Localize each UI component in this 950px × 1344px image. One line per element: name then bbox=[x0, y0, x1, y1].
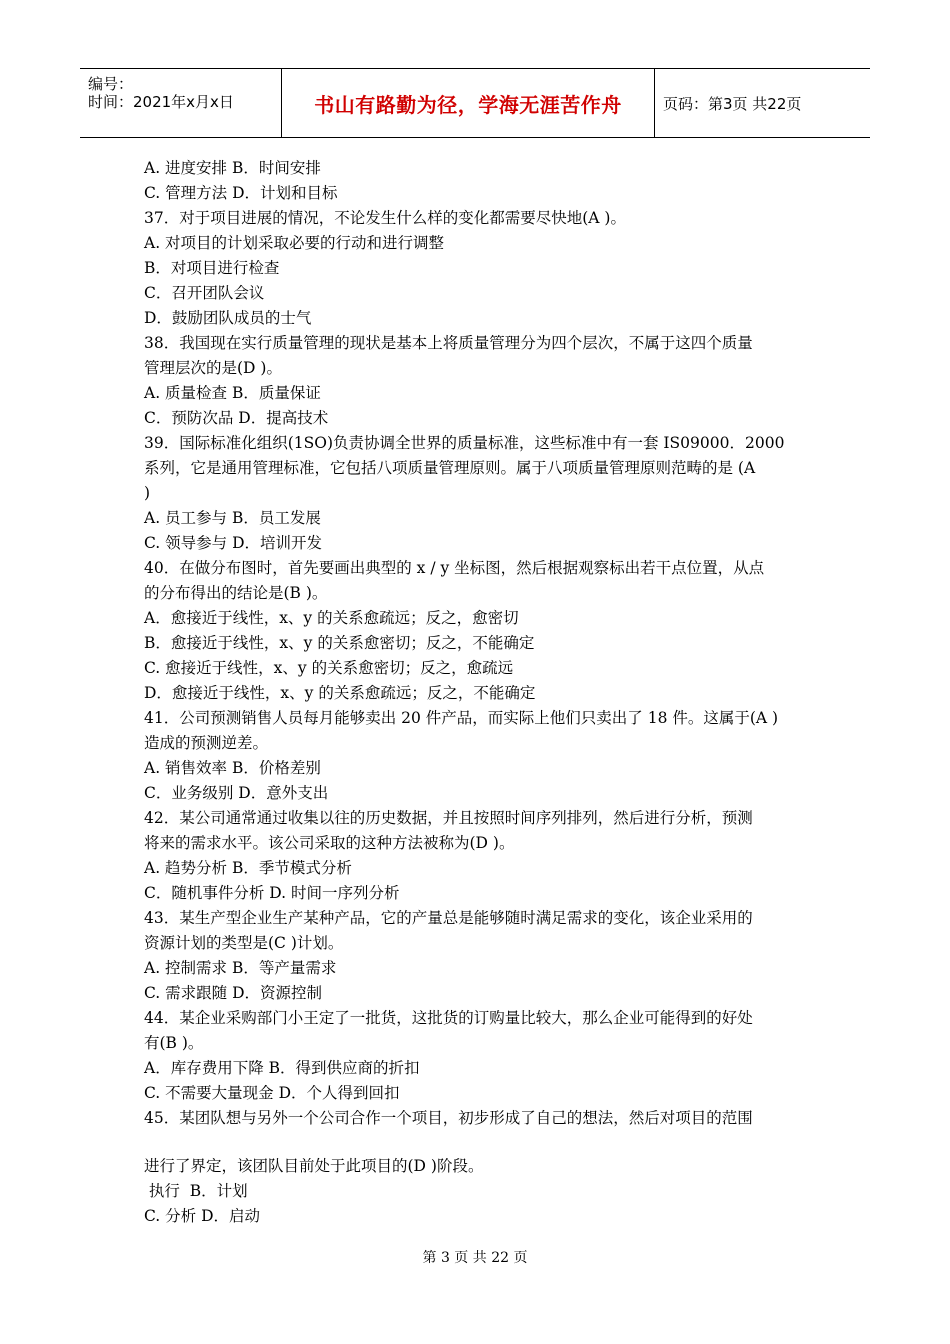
text-line: 进行了界定，该团队目前处于此项目的(D )阶段。 bbox=[144, 1157, 484, 1175]
text-line: 有(B )。 bbox=[144, 1034, 204, 1052]
text-line: C. 管理方法 D．计划和目标 bbox=[144, 184, 338, 202]
question-38: 38．我国现在实行质量管理的现状是基本上将质量管理分为四个层次，不属于这四个质量 bbox=[144, 334, 753, 352]
text-line: 的分布得出的结论是(B )。 bbox=[144, 584, 328, 602]
text-line: A. 趋势分析 B．季节模式分析 bbox=[144, 859, 352, 877]
header-motto-cell bbox=[282, 69, 655, 137]
text-line: A. 控制需求 B．等产量需求 bbox=[144, 959, 337, 977]
text-line: C．业务级别 D．意外支出 bbox=[144, 784, 329, 802]
question-41: 41．公司预测销售人员每月能够卖出 20 件产品，而实际上他们只卖出了 18 件。这属于(A ) bbox=[144, 709, 779, 727]
text-line: 将来的需求水平。该公司采取的这种方法被称为(D )。 bbox=[144, 834, 515, 852]
text-line: A. 进度安排 B．时间安排 bbox=[144, 159, 321, 177]
text-line: A. 对项目的计划采取必要的行动和进行调整 bbox=[144, 234, 445, 252]
motto: 书山有路勤为径，学海无涯苦作舟 bbox=[314, 92, 622, 117]
text-line: A. 员工参与 B．员工发展 bbox=[144, 509, 321, 527]
text-line: C．随机事件分析 D. 时间一序列分析 bbox=[144, 884, 400, 902]
text-line: 资源计划的类型是(C )计划。 bbox=[144, 934, 344, 952]
page-header bbox=[80, 68, 870, 138]
text-line: B．愈接近于线性，x、y 的关系愈密切；反之，不能确定 bbox=[144, 634, 535, 652]
question-40: 40．在做分布图时，首先要画出典型的 x / y 坐标图，然后根据观察标出若干点位置，从点 bbox=[144, 559, 765, 577]
text-line: D．鼓励团队成员的士气 bbox=[144, 309, 312, 327]
text-line: C. 领导参与 D．培训开发 bbox=[144, 534, 323, 552]
date-label: 时间：2021年x月x日 bbox=[88, 93, 234, 111]
page-info: 页码：第3页 共22页 bbox=[663, 94, 802, 113]
text-line: C. 需求跟随 D．资源控制 bbox=[144, 984, 323, 1002]
page-footer: 第 3 页 共 22 页 bbox=[422, 1250, 528, 1266]
text-line: A．库存费用下降 B．得到供应商的折扣 bbox=[144, 1059, 420, 1077]
text-line: D．愈接近于线性，x、y 的关系愈疏远；反之，不能确定 bbox=[144, 684, 536, 702]
header-left-cell bbox=[80, 69, 282, 137]
text-line: ) bbox=[144, 484, 151, 502]
question-37: 37．对于项目进展的情况，不论发生什么样的变化都需要尽快地(A )。 bbox=[144, 209, 626, 227]
text-line: A. 销售效率 B．价格差别 bbox=[144, 759, 321, 777]
text-line: A. 质量检查 B．质量保证 bbox=[144, 384, 321, 402]
text-line: C. 不需要大量现金 D．个人得到回扣 bbox=[144, 1084, 400, 1102]
header-page-cell bbox=[655, 69, 870, 137]
text-line: C. 分析 D．启动 bbox=[144, 1207, 261, 1225]
text-line: 系列，它是通用管理标准，它包括八项质量管理原则。属于八项质量管理原则范畴的是 (A bbox=[144, 459, 756, 477]
question-39: 39．国际标准化组织(1SO)负责协调全世界的质量标准，这些标准中有一套 IS09000．2000 bbox=[144, 434, 785, 452]
text-line: C．召开团队会议 bbox=[144, 284, 265, 302]
text-line: 执行 B．计划 bbox=[144, 1182, 248, 1200]
text-line: C. 愈接近于线性，x、y 的关系愈密切；反之，愈疏远 bbox=[144, 659, 514, 677]
text-line: A．愈接近于线性，x、y 的关系愈疏远；反之，愈密切 bbox=[144, 609, 519, 627]
question-43: 43．某生产型企业生产某种产品，它的产量总是能够随时满足需求的变化，该企业采用的 bbox=[144, 909, 753, 927]
text-line: B．对项目进行检查 bbox=[144, 259, 280, 277]
question-42: 42．某公司通常通过收集以往的历史数据，并且按照时间序列排列，然后进行分析，预测 bbox=[144, 809, 753, 827]
question-45: 45．某团队想与另外一个公司合作一个项目，初步形成了自己的想法，然后对项目的范围 bbox=[144, 1109, 753, 1127]
text-line: 管理层次的是(D )。 bbox=[144, 359, 282, 377]
question-44: 44．某企业采购部门小王定了一批货，这批货的订购量比较大，那么企业可能得到的好处 bbox=[144, 1009, 753, 1027]
text-line: 造成的预测逆差。 bbox=[144, 734, 269, 752]
serial-label: 编号： bbox=[88, 75, 134, 93]
text-line: C．预防次品 D．提高技术 bbox=[144, 409, 329, 427]
